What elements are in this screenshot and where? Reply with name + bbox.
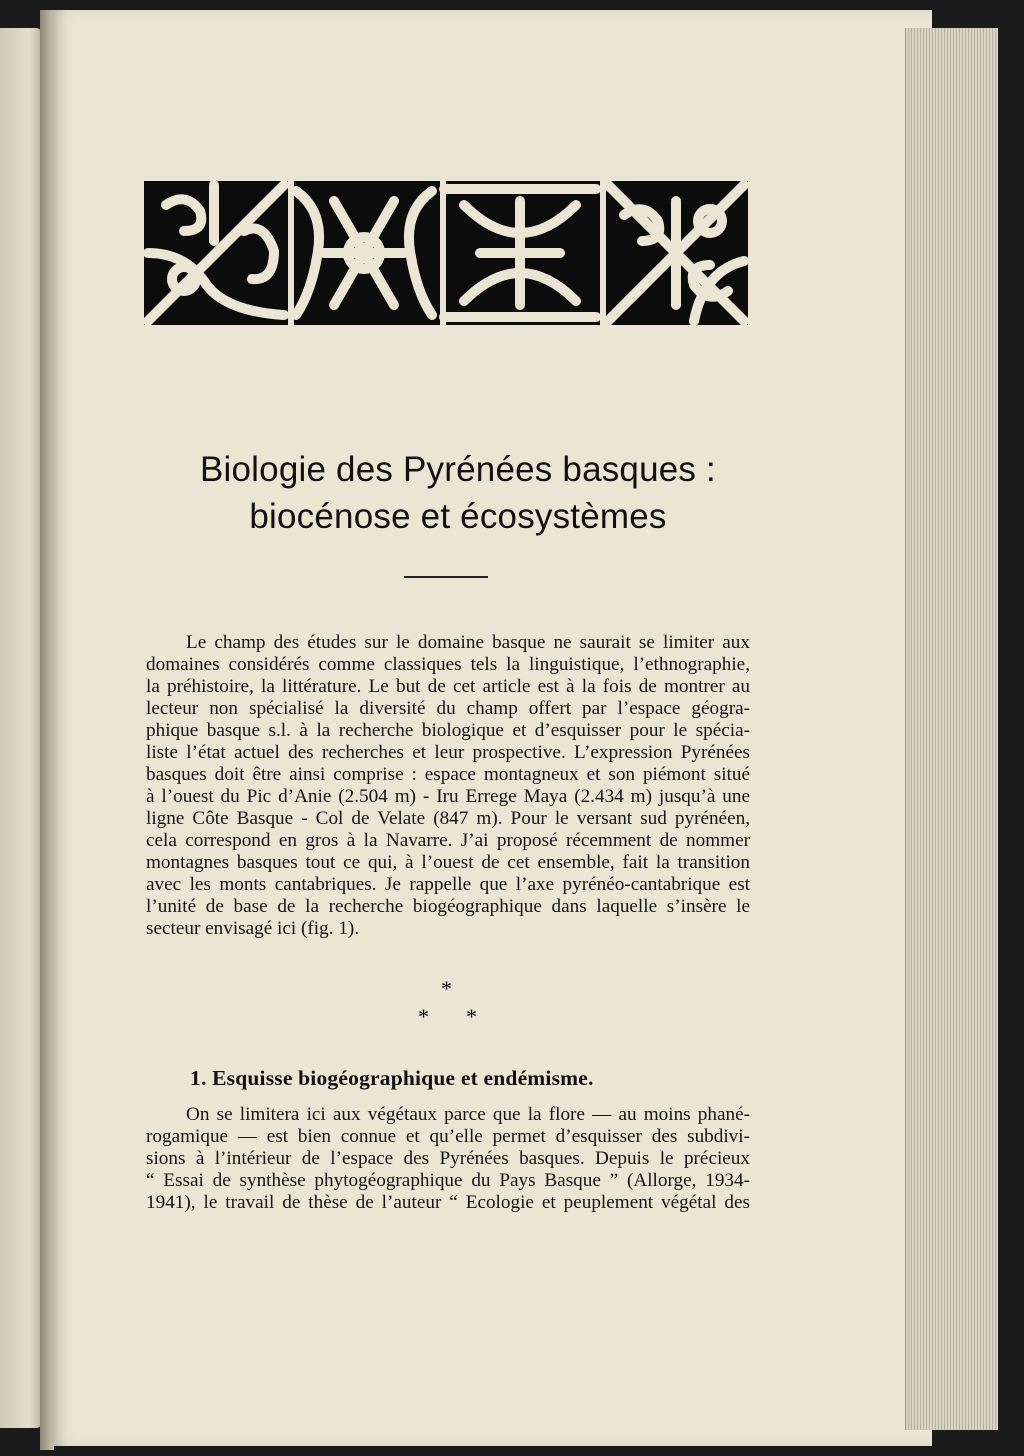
text-line: avec les monts cantabriques. Je rappelle que l’axe pyrénéo-cantabrique est bbox=[146, 874, 750, 895]
page-stack-edges bbox=[905, 28, 998, 1430]
title-rule bbox=[404, 576, 488, 578]
text-line: ligne Côte Basque - Col de Velate (847 m). Pour le versant sud pyrénéen, bbox=[146, 808, 750, 829]
text-line: On se limitera ici aux végétaux parce que la flore — au moins phané- bbox=[186, 1104, 750, 1125]
text-line: liste l’état actuel des recherches et leur prospective. L’expression Pyrénées bbox=[146, 742, 750, 763]
text-line: domaines considérés comme classiques tels la linguistique, l’ethnographie, bbox=[146, 654, 750, 675]
text-line: phique basque s.l. à la recherche biologique et d’esquisser pour le spécia- bbox=[146, 720, 750, 741]
section-heading: 1. Esquisse biogéographique et endémisme. bbox=[190, 1066, 594, 1090]
text-line: montagnes basques tout ce qui, à l’ouest de cet ensemble, fait la transition bbox=[146, 852, 750, 873]
text-line: basques doit être ainsi comprise : espace montagneux et son piémont situé bbox=[146, 764, 750, 785]
decorative-ornament-band bbox=[144, 181, 748, 325]
asterism-star: * bbox=[418, 1004, 429, 1029]
left-page-edge bbox=[0, 28, 42, 1428]
text-line: la préhistoire, la littérature. Le but de cet article est à la fois de montrer au bbox=[146, 676, 750, 697]
text-line: sions à l’intérieur de l’espace des Pyrénées basques. Depuis le précieux bbox=[146, 1148, 750, 1169]
text-line: lecteur non spécialisé la diversité du champ offert par l’espace géogra- bbox=[146, 698, 750, 719]
asterism-separator bbox=[0, 976, 1024, 1036]
text-line: Le champ des études sur le domaine basque ne saurait se limiter aux bbox=[186, 632, 750, 653]
asterism-star: * bbox=[441, 976, 452, 1001]
text-line: secteur envisagé ici (fig. 1). bbox=[146, 918, 360, 939]
article-title-line-1: Biologie des Pyrénées basques : bbox=[200, 450, 716, 489]
text-line: à l’ouest du Pic d’Anie (2.504 m) - Iru Errege Maya (2.434 m) jusqu’à une bbox=[146, 786, 750, 807]
text-line: rogamique — est bien connue et qu’elle permet d’esquisser des subdivi- bbox=[146, 1126, 750, 1147]
section-paragraph bbox=[146, 1104, 750, 1214]
text-line: cela correspond en gros à la Navarre. J’ai proposé récemment de nommer bbox=[146, 830, 750, 851]
text-line: l’unité de base de la recherche biogéographique dans laquelle s’insère le bbox=[146, 896, 750, 917]
text-line: “ Essai de synthèse phytogéographique du Pays Basque ” (Allorge, 1934- bbox=[146, 1170, 750, 1191]
intro-paragraph bbox=[146, 632, 750, 940]
asterism-star: * bbox=[466, 1004, 477, 1029]
text-line: 1941), le travail de thèse de l’auteur “ Ecologie et peuplement végétal des bbox=[146, 1192, 750, 1213]
article-title-line-2: biocénose et écosystèmes bbox=[249, 497, 667, 536]
